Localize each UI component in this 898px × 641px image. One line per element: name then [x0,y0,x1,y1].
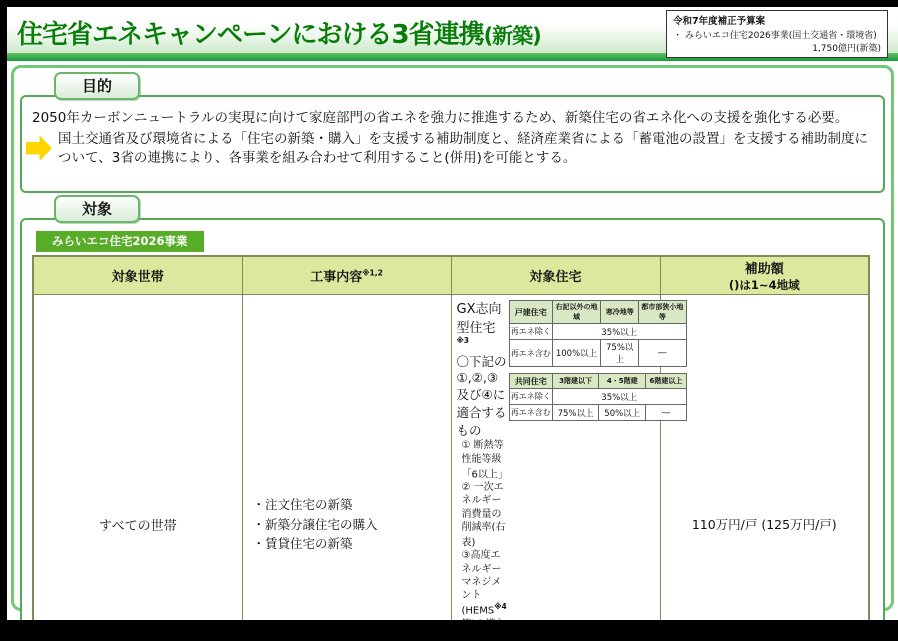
mini-value: 100%以上 [552,340,601,367]
mini-col-header: 6階建以上 [646,374,687,389]
target-tab: 対象 [54,195,140,223]
mini-row-label: 再エネ除く [509,389,552,405]
work-item: ・注文住宅の新築 [252,497,353,513]
mini-row-label: 再エネ含む [509,340,552,367]
gx-item-1 [457,439,507,481]
gx-item-text [462,619,506,620]
mini-value: 35%以上 [552,389,686,405]
reduction-rate-tables [509,300,689,620]
mini-value: 75%以上 [552,405,599,421]
yellow-arrow-icon [26,134,52,162]
gx-item-text: ② 一次エネルギー消費量の削減率(右表) [461,482,506,549]
mini-col-header: 右記以外の地域 [552,301,601,324]
mini-value: 75%以上 [601,340,639,367]
budget-box [666,10,888,58]
mini-corner-header: 共同住宅 [509,374,552,389]
gx-intro: 〇下記の①,②,③及び④に適合するもの [456,354,507,439]
table-row-all-households [33,295,869,621]
page-title [17,14,541,51]
purpose-paragraph-2: 国土交通省及び環境省による「住宅の新築・購入」を支援する補助制度と、経済産業省による「蓄電池の設置」を支援する補助制度について、3省の連携により、各事業を組み合わせて利用すること(併用)を可能とする。 [58,131,868,167]
col-header-subsidy [660,256,869,295]
cell-household-all: すべての世帯 [33,295,242,621]
mini-value: 35%以上 [552,324,686,340]
work-item: ・賃貸住宅の新築 [252,536,353,552]
cell-work-all [242,295,451,621]
gx-description [457,298,507,620]
cell-subsidy-gx: 110万円/戸 (125万円/戸) [660,295,869,621]
purpose-box [20,95,885,193]
gx-item-text: ③高度エネルギーマネジメント(HEMS [461,550,502,617]
col-header-household: 対象世帯 [33,256,242,295]
mini-corner-header: 戸建住宅 [509,301,552,324]
purpose-paragraph-1: 2050年カーボンニュートラルの実現に向けて家庭部門の省エネを強力に推進するため、新築住宅の省エネ化への支援を強化する必要。 [32,110,849,126]
collective-house-table [509,373,687,421]
mini-value: 50%以上 [599,405,646,421]
gx-item-sup: ※4 [494,602,507,612]
gx-title [457,298,507,352]
col-header-subsidy-line1: 補助額 [744,262,784,277]
mini-value: ― [639,340,687,367]
target-box [20,218,885,620]
page-title-paren: (新築) [483,24,541,48]
purpose-tab: 目的 [54,72,140,100]
mini-row-label: 再エネ除く [509,324,552,340]
gx-item-text: ① 断熱等性能等級「6以上」 [461,440,508,481]
col-header-work-label: 工事内容 [310,270,363,285]
gx-title-text: GX志向型住宅 [456,302,502,336]
gx-item-3 [457,549,507,620]
slide [7,7,898,620]
gx-title-sup: ※3 [456,336,470,345]
work-item: ・新築分譲住宅の購入 [252,516,378,532]
detached-house-table [509,300,687,367]
budget-line2: ・ みらいエコ住宅2026事業(国土交通省・環境省) [673,31,877,41]
mini-value: ― [646,405,687,421]
subsidy-table [32,255,870,620]
col-header-subsidy-line2: ()は1~4地域 [728,278,800,292]
mini-col-header: 3階建以下 [552,374,599,389]
program-tag: みらいエコ住宅2026事業 [36,231,204,252]
col-header-housing: 対象住宅 [451,256,660,295]
mini-col-header: 寒冷地等 [601,301,639,324]
col-header-work [242,256,451,295]
content-frame [11,65,894,617]
table-header-row [33,256,869,295]
col-header-work-sup: ※1,2 [362,268,383,278]
gx-item-2 [457,481,507,549]
mini-col-header: 都市部狭小地等 [639,301,687,324]
budget-line3: 1,750億円(新築) [812,44,881,54]
mini-row-label: 再エネ含む [509,405,552,421]
purpose-arrow-row [32,130,873,168]
cell-housing-gx [451,295,684,621]
budget-line1: 令和7年度補正予算案 [673,16,766,27]
page-title-main: 住宅省エネキャンペーンにおける3省連携 [17,20,484,50]
header [7,7,898,53]
mini-col-header: 4・5階建 [599,374,646,389]
